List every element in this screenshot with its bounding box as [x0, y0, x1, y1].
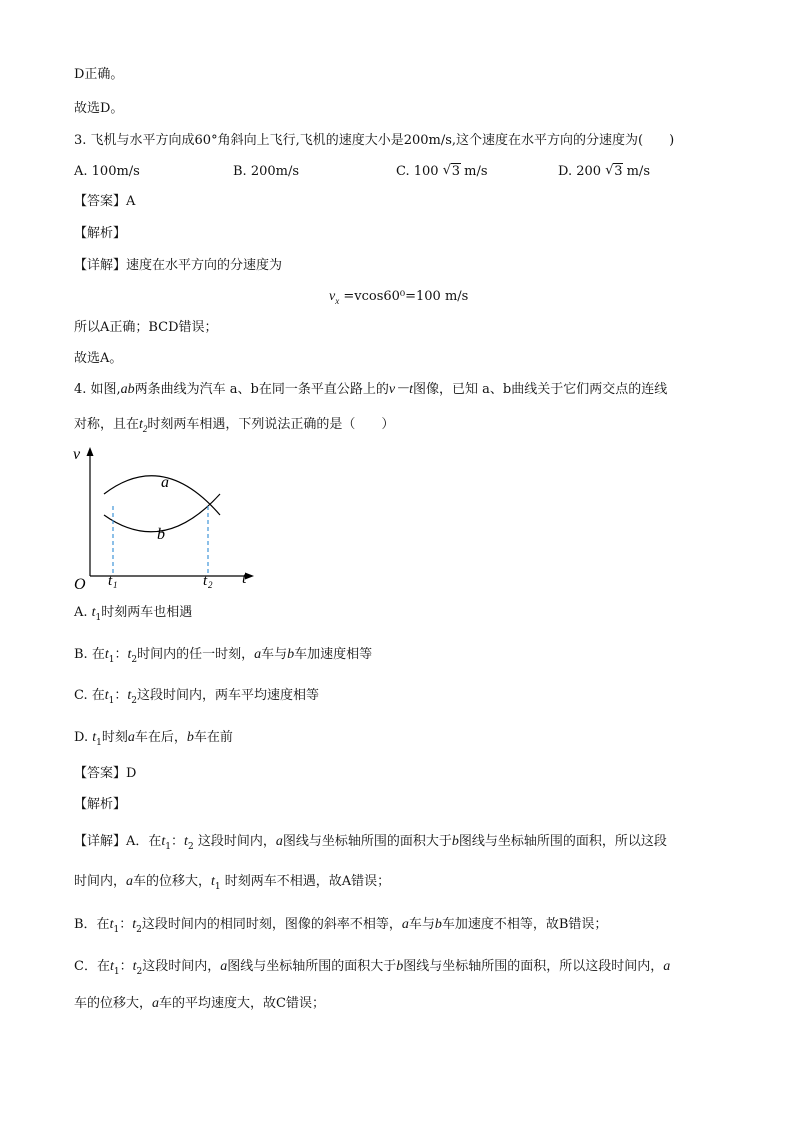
sub-1: 1 [108, 696, 115, 706]
sub-2: 2 [136, 967, 143, 977]
answer-value: A [126, 194, 136, 209]
option-text: 车在后， [134, 730, 187, 745]
var-t: t [104, 647, 109, 662]
q3-option-c [396, 163, 488, 181]
q4-analysis-label: 【解析】 [74, 797, 127, 812]
option-text: 时刻 [101, 730, 128, 745]
var-a: a [663, 959, 671, 974]
var-a: a [275, 834, 283, 849]
option-text: 车加速度相等 [294, 647, 373, 662]
detail-text: A．在 [126, 834, 162, 849]
var-t: t [109, 917, 114, 932]
sub-1: 1 [96, 738, 102, 748]
question-4-line-2 [74, 416, 394, 434]
q3-option-a: A. 100m/s [74, 164, 140, 179]
q4-detail-c-line-2 [74, 995, 325, 1013]
question-3: 3. 飞机与水平方向成60°角斜向上飞行,飞机的速度大小是200m/s,这个速度在水平方向的分速度为( ) [74, 133, 675, 148]
detail-text: 图线与坐标轴所围的面积，所以这段 [458, 834, 667, 849]
q3-option-d-unit: m/s [626, 164, 650, 179]
detail-label: 【详解】 [74, 258, 127, 273]
var-t: t [132, 959, 137, 974]
var-t: t [92, 730, 97, 745]
text-line: D正确。 [74, 67, 124, 82]
var-t: t [132, 917, 137, 932]
q3-analysis-label: 【解析】 [74, 226, 127, 241]
option-text: 时间内的任一时刻， [137, 647, 255, 662]
q3-option-d-value: D. 200 [558, 164, 602, 179]
answer-label: 【答案】 [74, 194, 127, 209]
t1-sub: 1 [113, 580, 118, 590]
detail-text: B．在 [74, 917, 110, 932]
detail-text: 车加速度不相等，故B错误； [441, 917, 608, 932]
sqrt-symbol: √ 3 [605, 163, 623, 179]
curve-a-label: a [161, 474, 169, 491]
formula-rest: =vcos60⁰=100 m/s [339, 289, 469, 304]
colon: ： [119, 959, 133, 974]
detail-text: 车与 [408, 917, 435, 932]
q4-text: 两条曲线为汽车 a、b在同一条平直公路上的 [134, 382, 389, 397]
sub-2: 2 [131, 696, 138, 706]
var-a: a [254, 647, 262, 662]
q4-option-c [74, 687, 319, 706]
q3-detail [74, 257, 282, 275]
q3-choose: 故选A。 [74, 351, 123, 366]
q4-option-a: A. $t_1$时刻两车也相遇 [74, 605, 193, 623]
var-t: t [127, 688, 132, 703]
q4-detail-a-line-2 [74, 873, 390, 892]
var-t: t [184, 834, 188, 849]
curve-b-label: b [157, 526, 165, 543]
t2-sub: 2 [208, 580, 213, 590]
q3-formula [329, 288, 468, 306]
option-text: 时刻两车也相遇 [101, 605, 193, 620]
q3-answer [74, 193, 135, 211]
sqrt-symbol: √ 3 [442, 163, 460, 179]
answer-value: D [126, 766, 137, 781]
sub-1: 1 [95, 613, 102, 623]
detail-text: 这段时间内的相同时刻，图像的斜率不相等， [141, 917, 402, 932]
var-b: b [186, 730, 194, 745]
q4-text: 时刻两车相遇，下列说法正确的是（ ） [147, 417, 395, 432]
v-axis-arrow [87, 447, 94, 456]
question-4-line-1 [74, 381, 667, 399]
var-b: b [434, 917, 442, 932]
sqrt-radicand: 3 [451, 164, 460, 179]
sub-1: 1 [108, 655, 115, 665]
q4-answer [74, 765, 136, 783]
q4-text: 4. 如图, [74, 382, 121, 397]
sub-2: 2 [131, 655, 138, 665]
var-t: t [109, 959, 114, 974]
var-a: a [152, 996, 160, 1011]
origin-label: O [74, 576, 86, 593]
option-text: 这段时间内，两车平均速度相等 [137, 688, 320, 703]
detail-text: 时刻两车不相遇，故A错误； [224, 874, 391, 889]
colon: ： [114, 688, 128, 703]
q4-option-d: D. $t_1$时刻a车在后，b车在前 [74, 730, 233, 748]
sub-1: 1 [165, 842, 172, 852]
axis-v-label: v [73, 446, 81, 463]
axis-t-label: t [242, 570, 247, 587]
detail-text: 速度在水平方向的分速度为 [126, 258, 283, 273]
var-a: a [126, 874, 134, 889]
vt-graph [60, 443, 260, 593]
q3-conclusion: 所以A正确；BCD错误； [74, 320, 218, 335]
option-text: C. 在 [74, 688, 105, 703]
detail-text: 图线与坐标轴所围的面积大于 [227, 959, 397, 974]
option-text: 车在前 [193, 730, 233, 745]
q3-option-c-unit: m/s [464, 164, 488, 179]
q4-ab: ab [120, 382, 135, 397]
detail-text: 时间内， [74, 874, 127, 889]
q4-text: 对称，且在 [74, 417, 140, 432]
answer-label: 【答案】 [74, 766, 127, 781]
q3-option-b: B. 200m/s [233, 164, 300, 179]
q4-detail-b [74, 916, 607, 935]
detail-text: 这段时间内， [142, 959, 221, 974]
colon: ： [114, 647, 128, 662]
var-t: t [91, 605, 96, 620]
var-a: a [127, 730, 135, 745]
colon: ： [171, 834, 185, 849]
detail-text: 车的位移大， [133, 874, 212, 889]
text-line: 故选D。 [74, 101, 124, 116]
t2-label: t [203, 573, 208, 589]
detail-text: 图线与坐标轴所围的面积，所以这段时间内， [403, 959, 664, 974]
option-text: 车与 [261, 647, 288, 662]
q4-text: 图像，已知 a、b曲线关于它们两交点的连线 [413, 382, 668, 397]
var-a: a [401, 917, 409, 932]
colon: ： [119, 917, 133, 932]
var-b: b [451, 834, 459, 849]
q4-option-b [74, 646, 372, 665]
q4-detail-c-line-1 [74, 958, 670, 977]
var-a: a [220, 959, 228, 974]
sub-2: 2 [136, 925, 142, 935]
q4-t-sub: 2 [142, 424, 148, 434]
sub-1: 1 [113, 925, 120, 935]
detail-text: 图线与坐标轴所围的面积大于 [282, 834, 452, 849]
detail-text: C．在 [74, 959, 110, 974]
formula-v: v [329, 289, 336, 304]
var-t: t [211, 874, 215, 889]
q3-option-d [558, 163, 650, 181]
var-t: t [161, 834, 166, 849]
q4-t: t [139, 417, 143, 432]
detail-text: 车的平均速度大，故C错误； [159, 996, 325, 1011]
sub-1: 1 [113, 967, 120, 977]
detail-text: 这段时间内， [197, 834, 276, 849]
var-t: t [104, 688, 109, 703]
detail-label: 【详解】 [74, 834, 127, 849]
sqrt-radicand: 3 [614, 164, 623, 179]
q3-option-c-value: C. 100 [396, 164, 439, 179]
detail-text: 车的位移大， [74, 996, 153, 1011]
t1-label: t [108, 573, 113, 589]
formula-sub: x [335, 296, 340, 306]
q4-vt: v－t [388, 382, 413, 397]
sub-2: 2 [187, 842, 194, 852]
var-b: b [396, 959, 404, 974]
sub-1: 1 [214, 882, 221, 892]
var-b: b [287, 647, 295, 662]
var-t: t [127, 647, 132, 662]
option-text: B. 在 [74, 647, 105, 662]
q4-detail-a-line-1 [74, 833, 667, 852]
